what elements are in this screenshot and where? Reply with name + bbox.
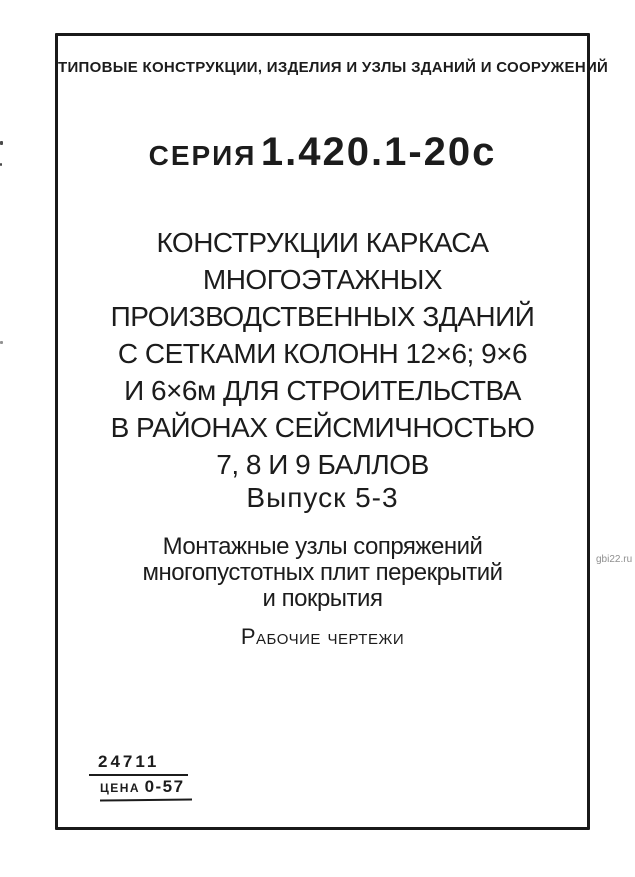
price-value: 0-57 [144,777,185,796]
subtitle-line: и покрытия [262,585,383,612]
scan-speck [0,141,3,145]
subtitle-line: многопустотных плит перекрытий [142,559,503,586]
document-type-label: Рабочие чертежи [240,624,405,649]
stamp-divider-top [89,774,188,776]
title-line: 7, 8 И 9 БАЛЛОВ [216,449,429,480]
document-subtitle [58,534,587,612]
price-stamp [88,752,238,801]
document-header: ТИПОВЫЕ КОНСТРУКЦИИ, ИЗДЕЛИЯ И УЗЛЫ ЗДАНИЙ И СООРУЖЕНИЙ [58,59,609,76]
scan-speck [0,341,3,344]
stamp-divider-bottom [100,799,192,802]
series-line [58,130,587,175]
title-line: В РАЙОНАХ СЕЙСМИЧНОСТЬЮ [110,412,535,443]
series-label: СЕРИЯ [148,140,257,171]
series-number: 1.420.1-20с [260,130,497,174]
stamp-code: 24711 [98,752,160,771]
stamp-price-row [88,777,238,798]
title-line: И 6×6м ДЛЯ СТРОИТЕЛЬСТВА [124,375,521,406]
title-line: ПРОИЗВОДСТВЕННЫХ ЗДАНИЙ [110,301,535,332]
document-title [58,224,587,483]
issue-number: Выпуск 5-3 [246,482,399,513]
price-label: ЦЕНА [100,781,141,795]
subtitle-line: Монтажные узлы сопряжений [162,533,483,560]
title-line: МНОГОЭТАЖНЫХ [202,264,443,295]
title-line: КОНСТРУКЦИИ КАРКАСА [156,227,489,258]
title-line: С СЕТКАМИ КОЛОНН 12×6; 9×6 [117,338,528,369]
site-watermark: gbi22.ru [596,554,633,565]
document-border-frame [55,33,609,830]
scan-speck [0,163,2,166]
